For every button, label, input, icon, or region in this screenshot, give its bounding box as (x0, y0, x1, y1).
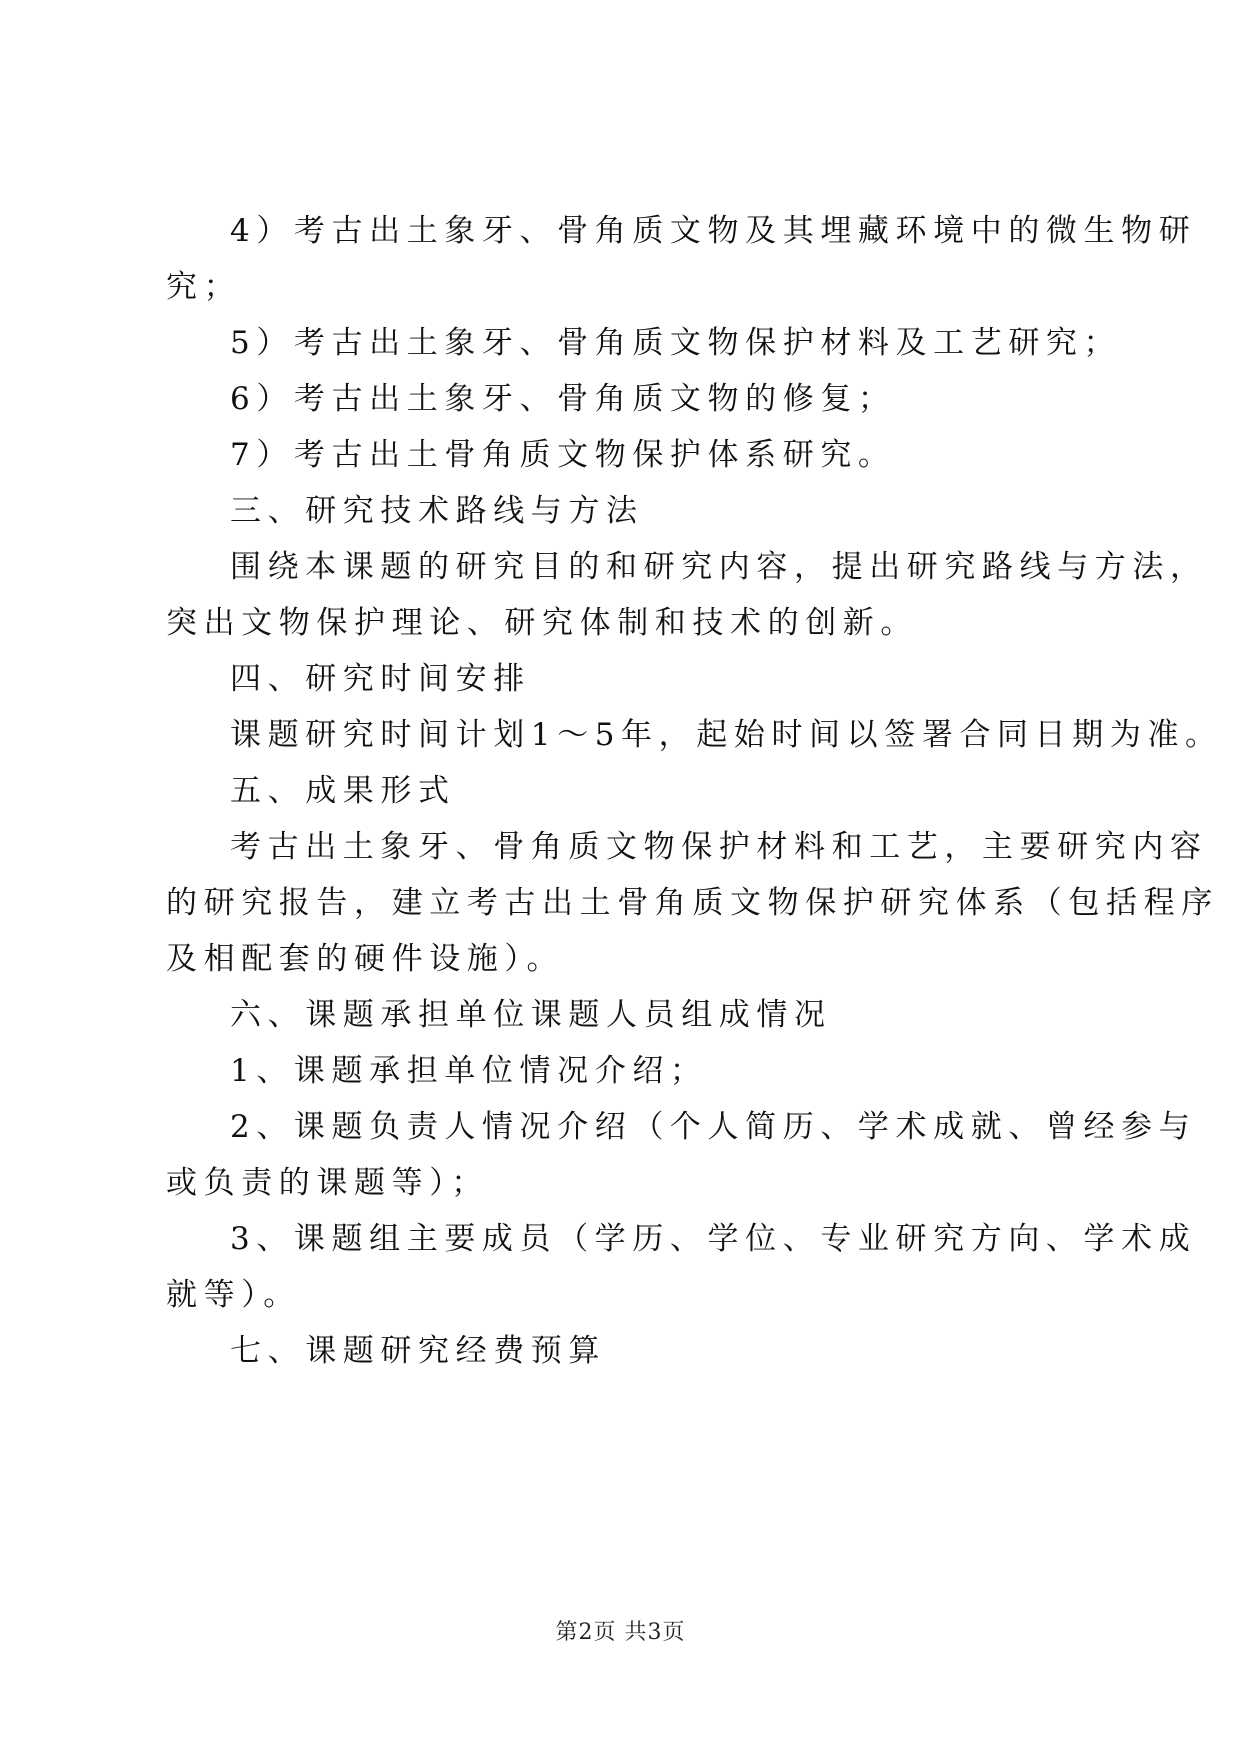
section-heading-3: 三、研究技术路线与方法 (230, 493, 644, 529)
list-item-3-cont: 就等）。 (166, 1277, 301, 1313)
list-item-1: 1、课题承担单位情况介绍； (230, 1053, 708, 1089)
text-line-item-4-cont: 究； (166, 269, 242, 305)
text-line-item-7: 7）考古出土骨角质文物保护体系研究。 (230, 437, 896, 473)
text-line-item-5: 5）考古出土象牙、骨角质文物保护材料及工艺研究； (230, 325, 1122, 361)
section-heading-7: 七、课题研究经费预算 (230, 1333, 606, 1369)
text-line-item-4: 4）考古出土象牙、骨角质文物及其埋藏环境中的微生物研 (230, 213, 1197, 249)
section-heading-4: 四、研究时间安排 (230, 661, 531, 697)
page-number-footer: 第2页 共3页 (555, 1620, 686, 1645)
paragraph-line: 的研究报告，建立考古出土骨角质文物保护研究体系（包括程序 (166, 885, 1219, 921)
paragraph-line: 课题研究时间计划1～5年，起始时间以签署合同日期为准。 (230, 717, 1223, 753)
list-item-3: 3、课题组主要成员（学历、学位、专业研究方向、学术成 (230, 1221, 1197, 1257)
paragraph-line: 围绕本课题的研究目的和研究内容，提出研究路线与方法， (230, 549, 1208, 585)
text-line-item-6: 6）考古出土象牙、骨角质文物的修复； (230, 381, 896, 417)
list-item-2: 2、课题负责人情况介绍（个人简历、学术成就、曾经参与 (230, 1109, 1197, 1145)
paragraph-line: 及相配套的硬件设施）。 (166, 941, 565, 977)
paragraph-line: 考古出土象牙、骨角质文物保护材料和工艺，主要研究内容 (230, 829, 1208, 865)
section-heading-6: 六、课题承担单位课题人员组成情况 (230, 997, 832, 1033)
section-heading-5: 五、成果形式 (230, 773, 456, 809)
paragraph-line: 突出文物保护理论、研究体制和技术的创新。 (166, 605, 918, 641)
list-item-2-cont: 或负责的课题等）； (166, 1165, 489, 1201)
